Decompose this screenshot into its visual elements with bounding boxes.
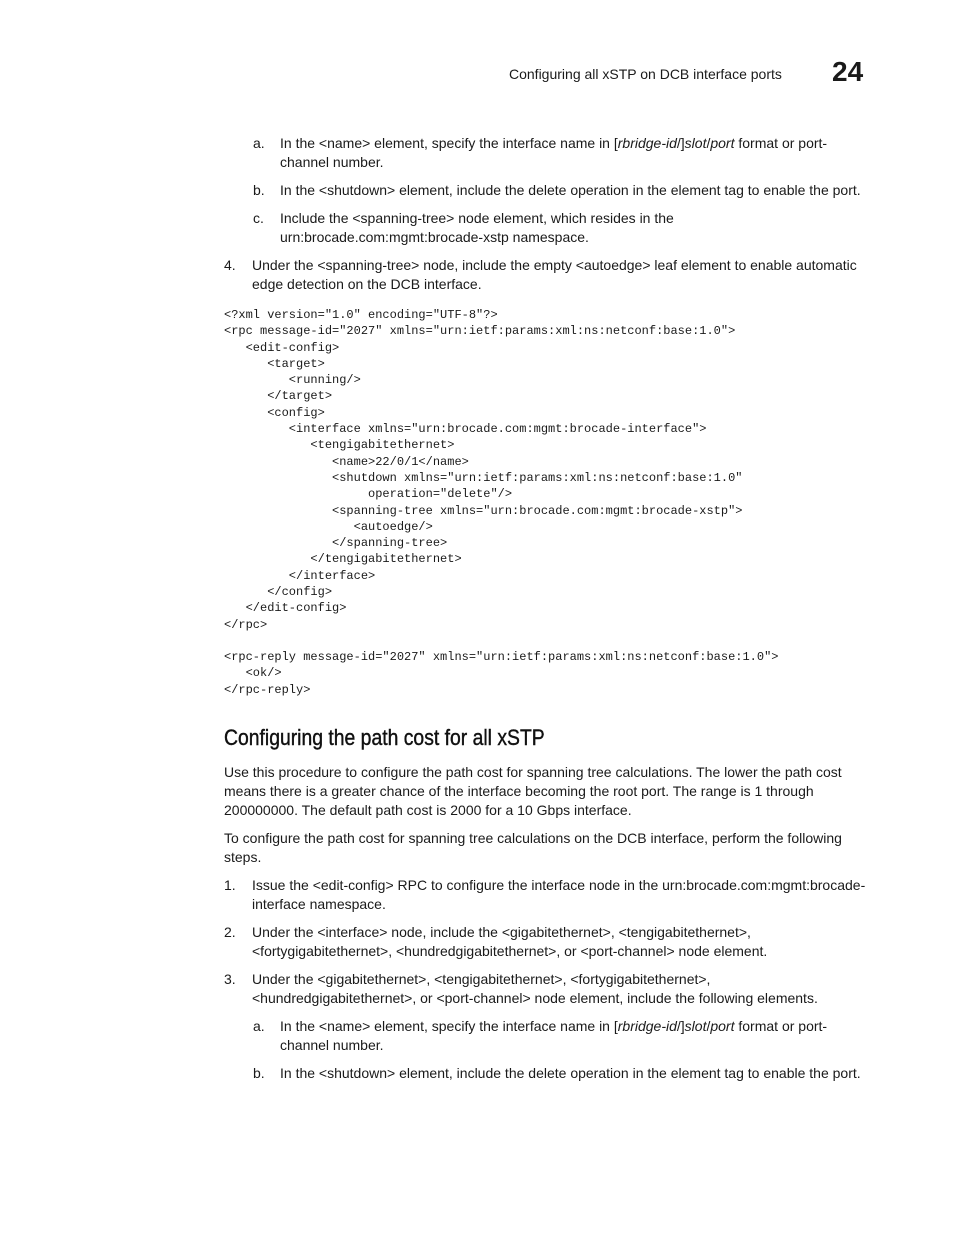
page-header <box>0 56 954 92</box>
step-item <box>224 256 868 294</box>
list-item-text: In the <shutdown> element, include the delete operation in the element tag to enable the port. <box>280 182 861 198</box>
step-text: Issue the <edit-config> RPC to configure the interface node in the urn:brocade.com:mgmt:brocade-interface namespace. <box>252 876 866 912</box>
step-text: Under the <gigabitethernet>, <tengigabitethernet>, <fortygigabitethernet>, <hundredgigabitethernet>, or <port-channel> node element, include the following elements. <box>252 970 818 1006</box>
list-item <box>224 1064 868 1083</box>
list-item-text: In the <name> element, specify the interface name in [rbridge-id/]slot/port format or port-channel number. <box>280 135 828 170</box>
list-marker: c. <box>253 210 264 226</box>
list-item <box>224 181 868 200</box>
section-heading: Configuring the path cost for all xSTP <box>224 724 545 750</box>
step-text: Under the <interface> node, include the <gigabitethernet>, <tengigabitethernet>, <fortygigabitethernet>, <hundredgigabitethernet>, or <port-channel> node element. <box>252 923 768 959</box>
page-content <box>224 134 868 1092</box>
code-block-request: <?xml version="1.0" encoding="UTF-8"?> <rpc message-id="2027" xmlns="urn:ietf:params:xml:ns:netconf:base:1.0"> <edit-config> <target> <running/> </target> <config> <interface xmlns="urn:brocade.com:mgmt:brocade-interface"> <tengigabitethernet> <name>22/0/1</name> <shutdown xmlns="urn:ietf:params:xml:ns:netconf:base:1.0" operation="delete"/> <spanning-tree xmlns="urn:brocade.com:mgmt:brocade-xstp"> <autoedge/> </spanning-tree> </tengigabitethernet> </interface> </config> </edit-config> </rpc> <box>224 308 743 632</box>
chapter-number: 24 <box>832 56 864 87</box>
list-marker: b. <box>253 1064 265 1081</box>
section-intro: Use this procedure to configure the path cost for spanning tree calculations. The lower the path cost means there is a greater chance of the interface becoming the root port. The range is 1 through 200000000. The default path cost is 2000 for a 10 Gbps interface. <box>224 763 842 818</box>
list-item <box>224 1017 868 1055</box>
step-marker: 3. <box>224 970 236 987</box>
step-marker: 1. <box>224 876 236 893</box>
step-item <box>224 970 868 1008</box>
list-item-text: In the <shutdown> element, include the delete operation in the element tag to enable the port. <box>280 1064 861 1081</box>
list-item <box>224 134 868 172</box>
list-marker: a. <box>253 135 265 151</box>
list-marker: b. <box>253 182 265 198</box>
code-block-reply: <rpc-reply message-id="2027" xmlns="urn:ietf:params:xml:ns:netconf:base:1.0"> <ok/> </rpc-reply> <box>224 649 779 697</box>
list-marker: a. <box>253 1017 265 1034</box>
step-marker: 4. <box>224 257 236 273</box>
step-text: Under the <spanning-tree> node, include the empty <autoedge> leaf element to enable automatic edge detection on the DCB interface. <box>252 257 857 292</box>
step-item <box>224 876 868 914</box>
running-header-title: Configuring all xSTP on DCB interface ports <box>509 66 782 82</box>
section-lead: To configure the path cost for spanning tree calculations on the DCB interface, perform the following steps. <box>224 829 842 865</box>
list-item <box>224 209 868 247</box>
step-item <box>224 923 868 961</box>
list-item-text: In the <name> element, specify the interface name in [rbridge-id/]slot/port format or port-channel number. <box>280 1017 828 1053</box>
step-marker: 2. <box>224 923 236 940</box>
list-item-text: Include the <spanning-tree> node element, which resides in the urn:brocade.com:mgmt:brocade-xstp namespace. <box>280 210 674 245</box>
